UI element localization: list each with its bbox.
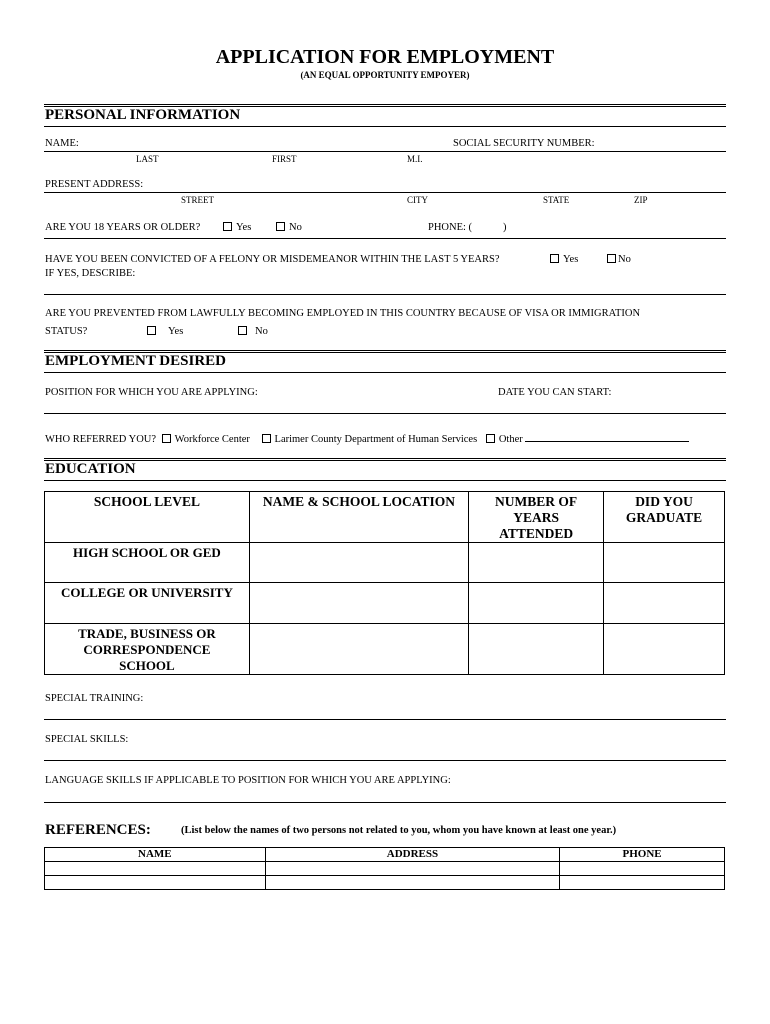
checkbox-icon[interactable] [550, 254, 559, 263]
age-yes-label: Yes [236, 222, 252, 233]
age-no-option[interactable] [276, 222, 302, 233]
divider [44, 126, 726, 127]
felony-no-label: No [618, 254, 631, 265]
start-date-label: DATE YOU CAN START: [498, 387, 612, 398]
age-yes-option[interactable] [223, 222, 251, 233]
column-header: NAME [45, 848, 266, 862]
name-part-last: LAST [136, 154, 159, 164]
visa-no-label: No [255, 326, 268, 337]
age-question: ARE YOU 18 YEARS OR OLDER? [45, 222, 201, 233]
section-divider [44, 458, 726, 461]
name-part-mi: M.I. [407, 154, 423, 164]
language-skills-line[interactable] [44, 802, 726, 803]
visa-no-option[interactable] [238, 326, 268, 337]
age-no-label: No [289, 222, 302, 233]
table-cell[interactable] [265, 862, 560, 876]
address-label: PRESENT ADDRESS: [45, 179, 144, 190]
checkbox-icon[interactable] [262, 434, 271, 443]
column-header: PHONE [560, 848, 725, 862]
checkbox-icon[interactable] [147, 326, 156, 335]
language-skills-label: LANGUAGE SKILLS IF APPLICABLE TO POSITION FOR WHICH YOU ARE APPLYING: [45, 775, 451, 786]
referral-label: WHO REFERRED YOU? [45, 434, 157, 445]
special-training-label: SPECIAL TRAINING: [45, 693, 144, 704]
checkbox-icon[interactable] [276, 222, 285, 231]
visa-question-line2: STATUS? [45, 326, 88, 337]
felony-yes-option[interactable] [550, 254, 578, 265]
section-heading-personal: PERSONAL INFORMATION [45, 107, 241, 123]
checkbox-icon[interactable] [162, 434, 171, 443]
references-table [44, 847, 725, 890]
ssn-label: SOCIAL SECURITY NUMBER: [453, 138, 595, 149]
felony-question: HAVE YOU BEEN CONVICTED OF A FELONY OR MISDEMEANOR WITHIN THE LAST 5 YEARS? [45, 254, 500, 265]
column-header: NAME & SCHOOL LOCATION [249, 492, 468, 543]
education-table [44, 491, 725, 675]
checkbox-icon[interactable] [607, 254, 616, 263]
address-part-city: CITY [407, 195, 428, 205]
name-label: NAME: [45, 138, 79, 149]
other-referral-input[interactable] [525, 432, 689, 442]
referral-option-larimer[interactable]: Larimer County Department of Human Services [274, 434, 478, 445]
table-cell[interactable] [249, 583, 468, 624]
special-skills-label: SPECIAL SKILLS: [45, 734, 129, 745]
referral-option-workforce[interactable]: Workforce Center [174, 434, 250, 445]
table-cell[interactable] [249, 624, 468, 675]
divider [44, 238, 726, 239]
visa-yes-label: Yes [168, 326, 184, 337]
divider [44, 372, 726, 373]
table-cell[interactable] [249, 543, 468, 583]
referral-row [45, 432, 689, 445]
table-cell[interactable] [560, 876, 725, 890]
describe-label: IF YES, DESCRIBE: [45, 268, 136, 279]
table-cell[interactable] [604, 583, 725, 624]
visa-question-line1: ARE YOU PREVENTED FROM LAWFULLY BECOMING EMPLOYED IN THIS COUNTRY BECAUSE OF VISA OR IMMIGRATION [45, 308, 641, 319]
checkbox-icon[interactable] [223, 222, 232, 231]
special-skills-line[interactable] [44, 760, 726, 761]
page-title: APPLICATION FOR EMPLOYMENT [215, 46, 555, 68]
table-cell[interactable] [45, 876, 266, 890]
describe-field-line[interactable] [44, 294, 726, 295]
page-subtitle: (AN EQUAL OPPORTUNITY EMPOYER) [300, 70, 470, 80]
divider [44, 480, 726, 481]
table-cell[interactable] [469, 624, 604, 675]
address-part-state: STATE [543, 195, 570, 205]
address-part-street: STREET [181, 195, 214, 205]
referral-option-other[interactable]: Other [498, 434, 523, 445]
address-part-zip: ZIP [634, 195, 648, 205]
checkbox-icon[interactable] [486, 434, 495, 443]
section-heading-references: REFERENCES: [45, 822, 151, 838]
table-cell[interactable] [469, 583, 604, 624]
felony-no-option[interactable] [607, 254, 631, 265]
column-header: ADDRESS [265, 848, 560, 862]
column-header: DID YOU GRADUATE [604, 492, 725, 543]
row-header: HIGH SCHOOL OR GED [45, 543, 250, 583]
special-training-line[interactable] [44, 719, 726, 720]
row-header: TRADE, BUSINESS OR CORRESPONDENCE SCHOOL [45, 624, 250, 675]
table-cell[interactable] [560, 862, 725, 876]
address-field-line[interactable] [44, 192, 726, 193]
table-cell[interactable] [469, 543, 604, 583]
position-field-line[interactable] [44, 413, 726, 414]
table-cell[interactable] [604, 543, 725, 583]
column-header: SCHOOL LEVEL [45, 492, 250, 543]
section-heading-education: EDUCATION [45, 461, 136, 477]
section-heading-employment: EMPLOYMENT DESIRED [45, 353, 226, 369]
row-header: COLLEGE OR UNIVERSITY [45, 583, 250, 624]
phone-close-paren: ) [503, 222, 507, 233]
references-note: (List below the names of two persons not related to you, whom you have known at least one year.) [181, 825, 617, 836]
table-cell[interactable] [265, 876, 560, 890]
phone-label: PHONE: ( [428, 222, 473, 233]
checkbox-icon[interactable] [238, 326, 247, 335]
felony-yes-label: Yes [563, 254, 579, 265]
table-cell[interactable] [604, 624, 725, 675]
name-field-line[interactable] [44, 151, 726, 152]
table-cell[interactable] [45, 862, 266, 876]
column-header: NUMBER OF YEARS ATTENDED [469, 492, 604, 543]
name-part-first: FIRST [272, 154, 297, 164]
position-label: POSITION FOR WHICH YOU ARE APPLYING: [45, 387, 258, 398]
visa-yes-option[interactable] [147, 326, 183, 337]
